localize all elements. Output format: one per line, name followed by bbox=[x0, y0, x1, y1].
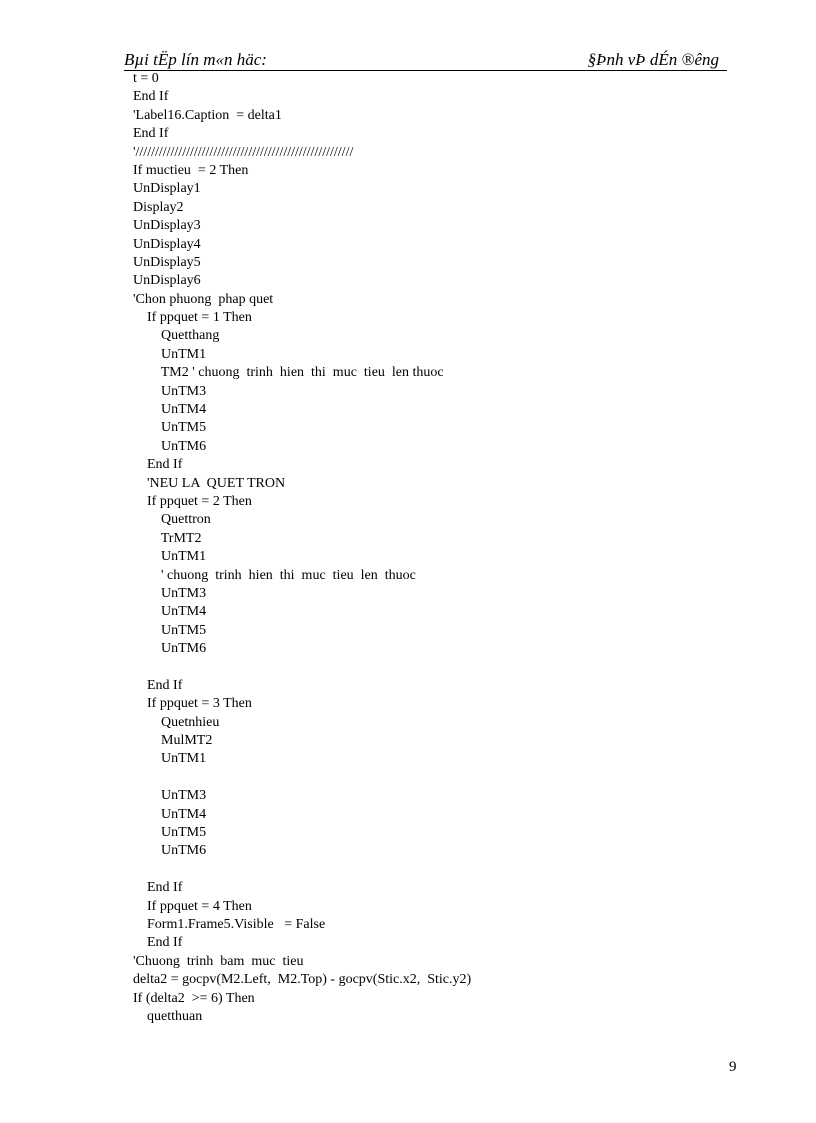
code-line: End If bbox=[133, 935, 183, 951]
code-line: UnTM1 bbox=[133, 346, 207, 362]
code-line: UnTM5 bbox=[133, 420, 207, 436]
code-line: UnTM3 bbox=[133, 383, 207, 399]
header-topic-title: §Þnh vÞ dÉn ®êng bbox=[587, 50, 719, 69]
code-line: End If bbox=[133, 89, 169, 105]
code-line: UnDisplay6 bbox=[133, 273, 201, 289]
code-line: UnTM1 bbox=[133, 751, 207, 767]
code-line: Display2 bbox=[133, 199, 184, 215]
code-line: End If bbox=[133, 677, 183, 693]
code-line: Quettron bbox=[133, 512, 211, 528]
code-line: UnTM1 bbox=[133, 549, 207, 565]
code-line: UnDisplay3 bbox=[133, 218, 201, 234]
code-line: End If bbox=[133, 457, 183, 473]
code-line: If ppquet = 2 Then bbox=[133, 493, 252, 509]
code-line: If (delta2 >= 6) Then bbox=[133, 990, 255, 1006]
code-line: UnTM6 bbox=[133, 438, 207, 454]
code-line: MulMT2 bbox=[133, 733, 213, 749]
code-line: End If bbox=[133, 126, 169, 142]
code-line: 'NEU LA QUET TRON bbox=[133, 475, 286, 491]
code-line: TrMT2 bbox=[133, 530, 202, 546]
code-line: UnTM3 bbox=[133, 585, 207, 601]
code-line: UnTM5 bbox=[133, 825, 207, 841]
code-line: ' chuong trinh hien thi muc tieu len thuoc bbox=[133, 567, 416, 583]
code-line: Quetthang bbox=[133, 328, 220, 344]
code-line: UnDisplay5 bbox=[133, 254, 201, 270]
code-line: Form1.Frame5.Visible = False bbox=[133, 916, 326, 932]
code-line: UnTM4 bbox=[133, 402, 207, 418]
code-line: '//////////////////////////////////////////////////////// bbox=[133, 144, 354, 160]
code-line: t = 0 bbox=[133, 71, 159, 86]
code-line: 'Label16.Caption = delta1 bbox=[133, 107, 282, 123]
code-line: UnTM4 bbox=[133, 604, 207, 620]
code-line: Quetnhieu bbox=[133, 714, 220, 730]
code-line: UnTM4 bbox=[133, 806, 207, 822]
code-line: If ppquet = 1 Then bbox=[133, 310, 252, 326]
code-line: If ppquet = 3 Then bbox=[133, 696, 252, 712]
code-line: UnTM3 bbox=[133, 788, 207, 804]
code-line: UnTM6 bbox=[133, 641, 207, 657]
code-line: UnTM6 bbox=[133, 843, 207, 859]
code-line: If muctieu = 2 Then bbox=[133, 162, 249, 178]
code-line: End If bbox=[133, 880, 183, 896]
code-line: 'Chon phuong phap quet bbox=[133, 291, 274, 307]
code-line: TM2 ' chuong trinh hien thi muc tieu len thuoc bbox=[133, 365, 444, 381]
page-number: 9 bbox=[729, 1059, 737, 1075]
code-line: UnDisplay1 bbox=[133, 181, 201, 197]
code-line: UnDisplay4 bbox=[133, 236, 201, 252]
code-line bbox=[133, 769, 733, 787]
code-line: quetthuan bbox=[133, 1008, 203, 1024]
code-listing bbox=[133, 70, 733, 1026]
code-line bbox=[133, 659, 733, 677]
page-header bbox=[124, 50, 727, 71]
code-line: If ppquet = 4 Then bbox=[133, 898, 252, 914]
code-line: UnTM5 bbox=[133, 622, 207, 638]
code-line bbox=[133, 861, 733, 879]
code-line: delta2 = gocpv(M2.Left, M2.Top) - gocpv(Stic.x2, Stic.y2) bbox=[133, 972, 472, 988]
code-line: 'Chuong trinh bam muc tieu bbox=[133, 953, 304, 969]
header-course-title: Bµi tËp lín m«n häc: bbox=[124, 50, 267, 69]
